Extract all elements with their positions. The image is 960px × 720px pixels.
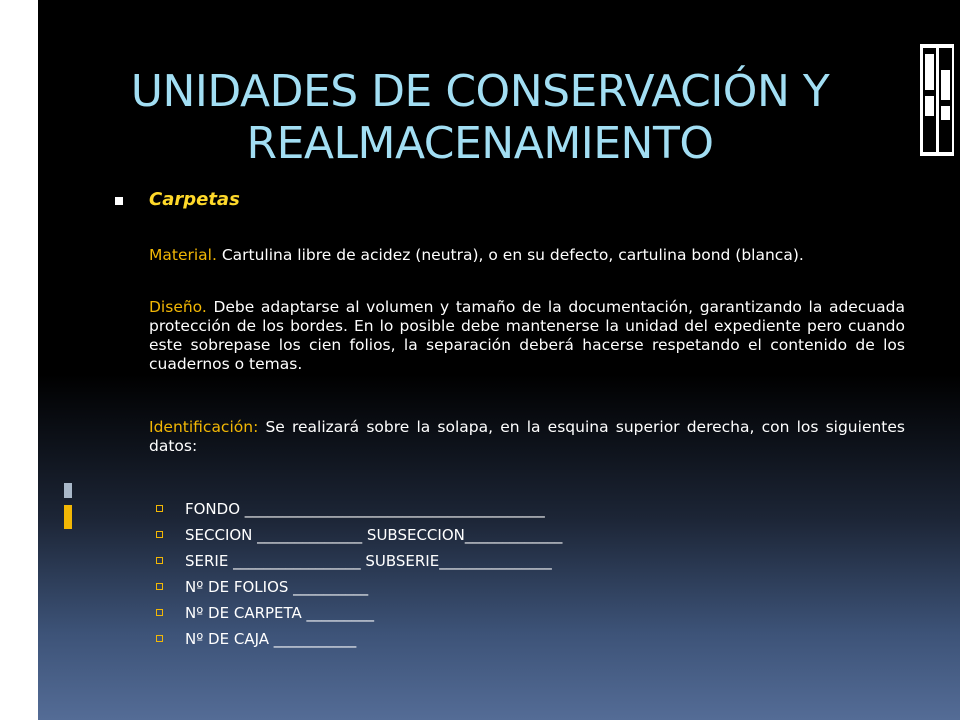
paragraph-label: Diseño. xyxy=(149,298,207,316)
paragraph-text: Cartulina libre de acidez (neutra), o en su defecto, cartulina bond (blanca). xyxy=(216,246,804,264)
hollow-square-bullet-icon xyxy=(156,609,163,616)
field-text: Nº DE CARPETA _________ xyxy=(185,604,375,622)
paragraph-material xyxy=(149,246,905,265)
list-item-seccion xyxy=(156,522,756,548)
field-text: FONDO ________________________________________ xyxy=(185,500,545,518)
section-heading: Carpetas xyxy=(149,189,240,210)
list-item-serie xyxy=(156,548,756,574)
paragraph-label: Identificación: xyxy=(149,418,259,436)
hollow-square-bullet-icon xyxy=(156,557,163,564)
left-white-band xyxy=(0,0,38,720)
hollow-square-bullet-icon xyxy=(156,505,163,512)
decorative-square-gray xyxy=(64,483,72,498)
window-panes-icon xyxy=(920,44,954,156)
field-text: SERIE _________________ SUBSERIE_______________ xyxy=(185,552,552,570)
list-item-carpeta xyxy=(156,600,756,626)
hollow-square-bullet-icon xyxy=(156,531,163,538)
paragraph-diseno xyxy=(149,298,905,374)
list-item-fondo xyxy=(156,496,756,522)
paragraph-identificacion xyxy=(149,418,905,456)
list-item-caja xyxy=(156,626,756,652)
field-text: Nº DE FOLIOS __________ xyxy=(185,578,369,596)
paragraph-text: Se realizará sobre la solapa, en la esquina superior derecha, con los siguientes datos: xyxy=(149,418,905,455)
title-line-2: REALMACENAMIENTO xyxy=(246,118,714,169)
square-bullet-icon xyxy=(115,197,123,205)
decorative-square-gold xyxy=(64,505,72,529)
list-item-folios xyxy=(156,574,756,600)
paragraph-label: Material. xyxy=(149,246,217,264)
paragraph-text: Debe adaptarse al volumen y tamaño de la documentación, garantizando la adecuada protección de los bordes. En lo posible debe mantenerse la unidad del expediente pero cuando este sobrepase los cien folios, la separación deberá hacerse respetando el contenido de los cuadernos o temas. xyxy=(149,298,905,373)
slide-title xyxy=(60,66,900,170)
hollow-square-bullet-icon xyxy=(156,583,163,590)
field-text: Nº DE CAJA ___________ xyxy=(185,630,357,648)
title-line-1: UNIDADES DE CONSERVACIÓN Y xyxy=(130,66,830,117)
field-text: SECCION ______________ SUBSECCION_____________ xyxy=(185,526,563,544)
hollow-square-bullet-icon xyxy=(156,635,163,642)
identification-field-list xyxy=(156,496,756,652)
